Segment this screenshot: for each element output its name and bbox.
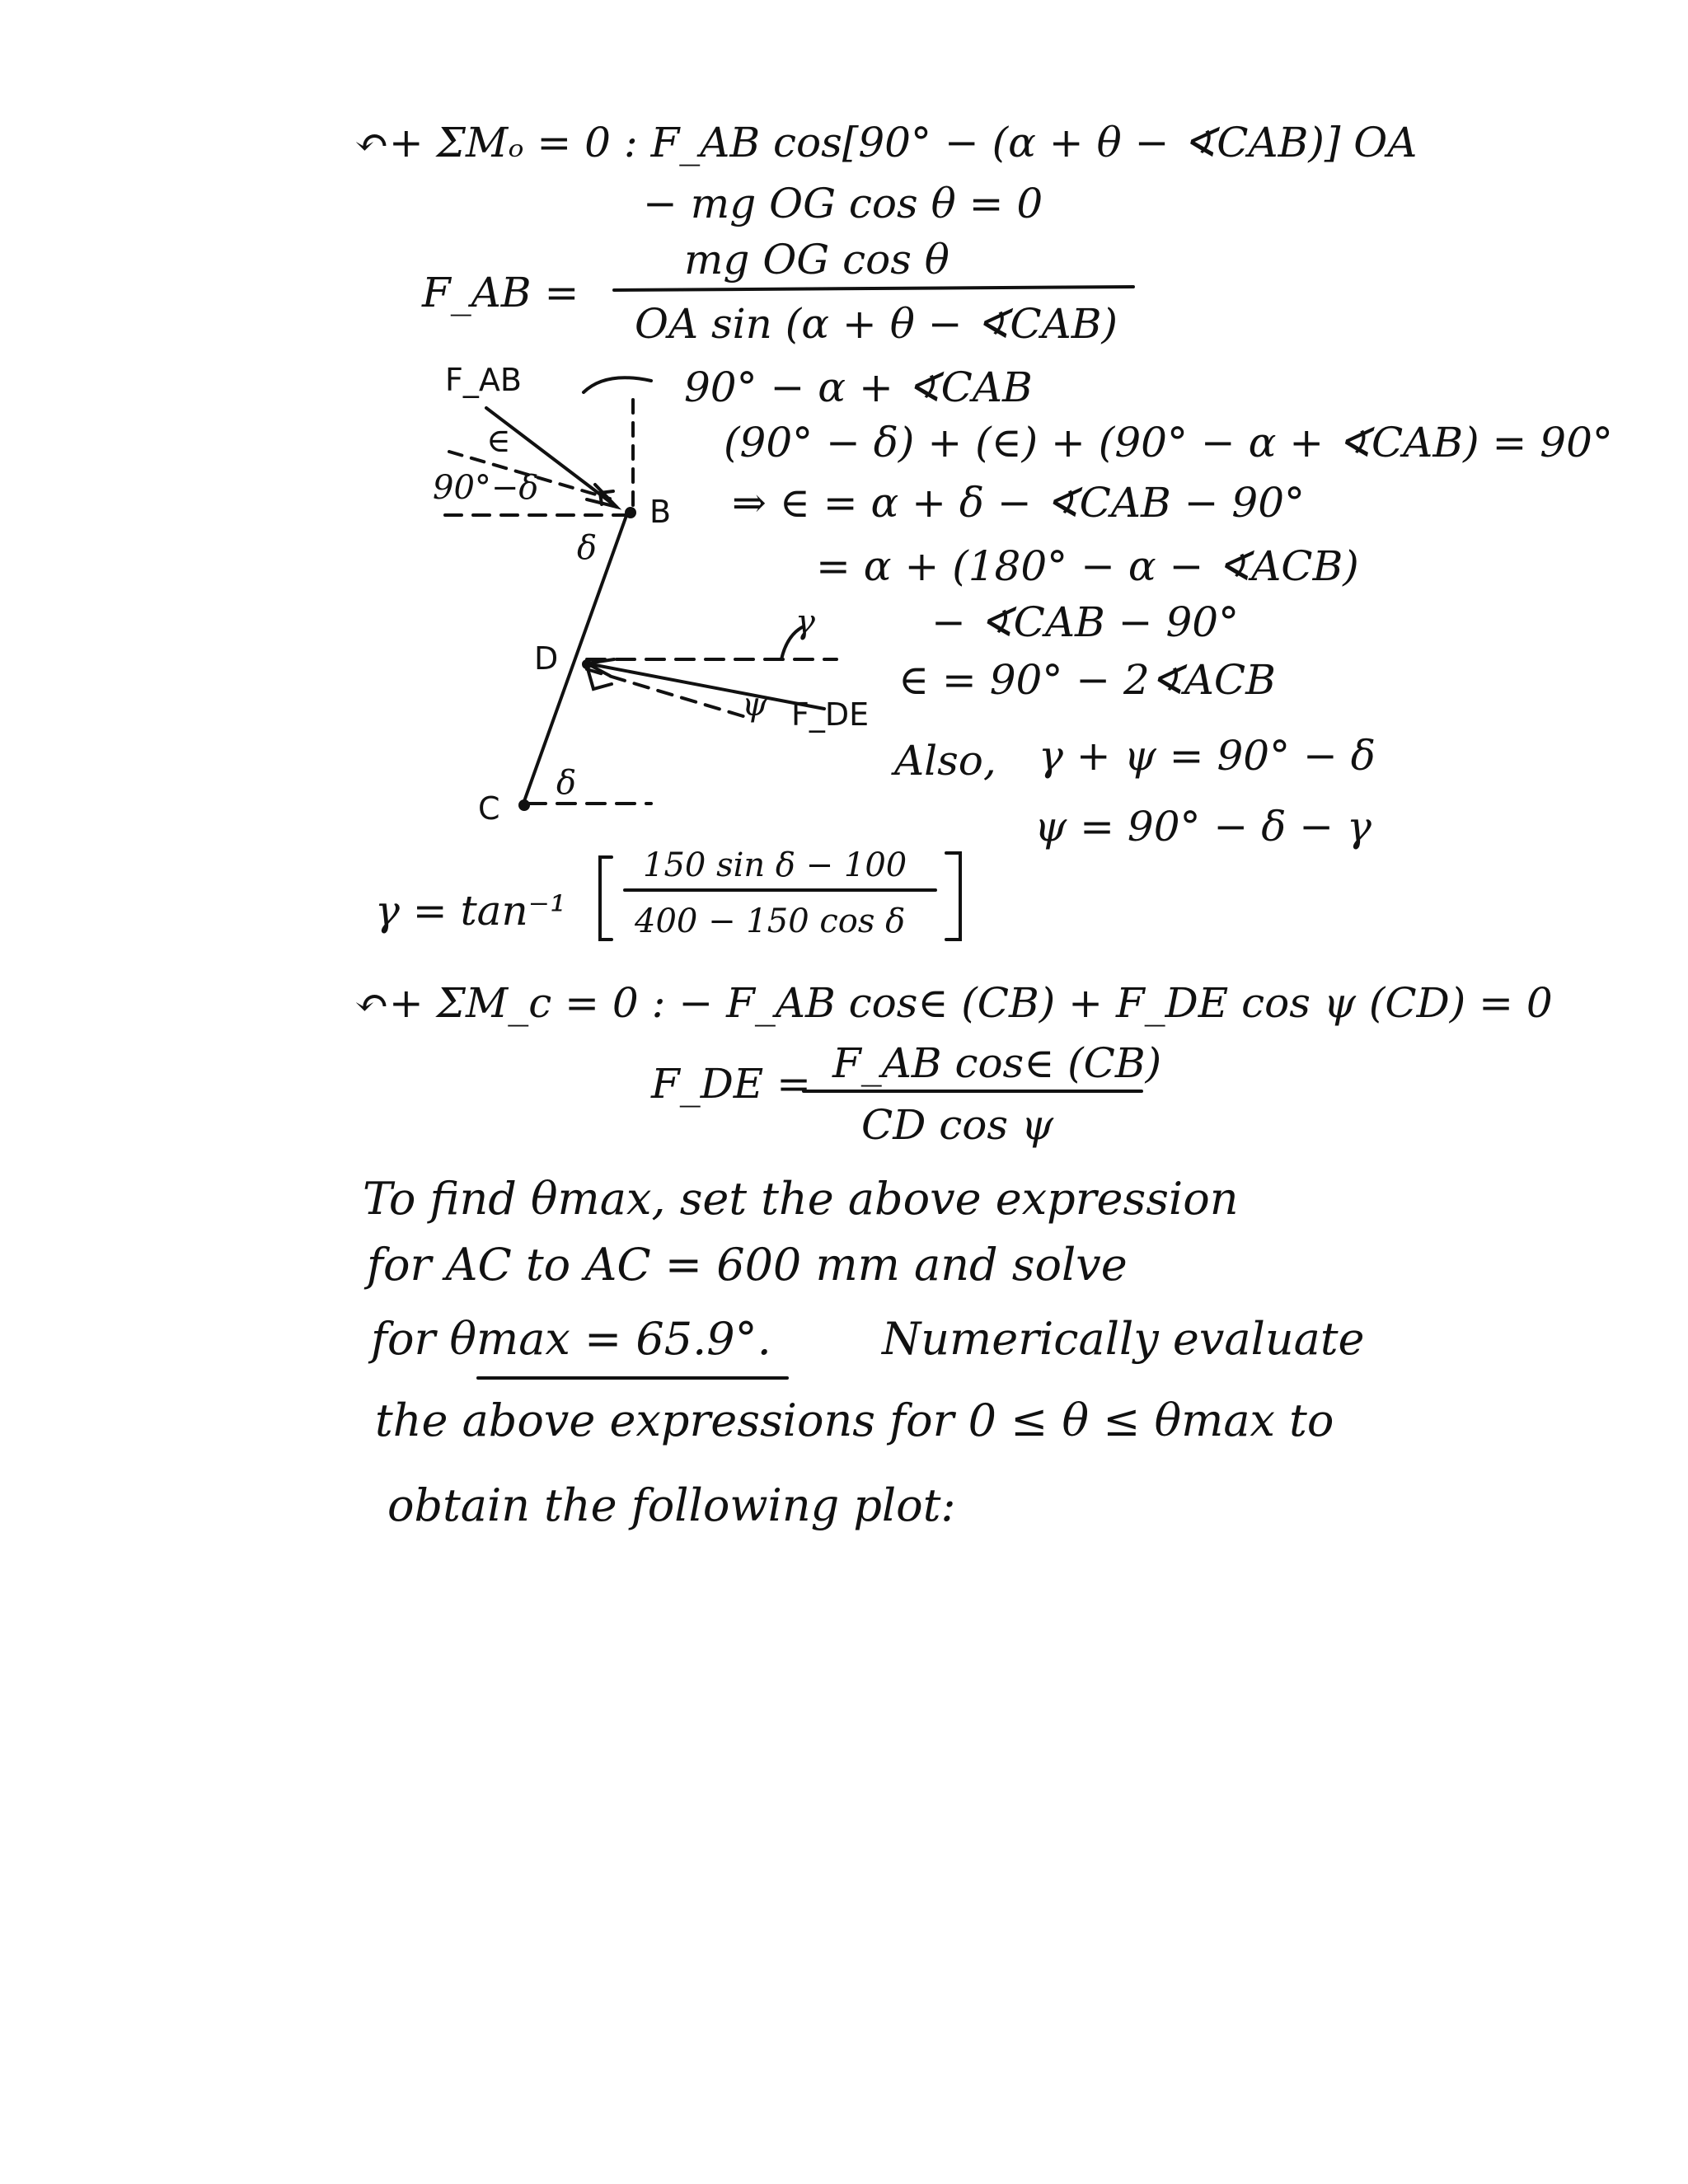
prose-line5: obtain the following plot: (387, 1479, 956, 1531)
pin-c (520, 801, 528, 809)
fde-lhs: F_DE = (651, 1060, 812, 1108)
fab-arrow-shaft (486, 408, 617, 507)
diagram-label-delta-b: δ (577, 529, 598, 567)
angle-also-label: Also, (894, 737, 996, 785)
angle-line4: = α + (180° − α − ∢ACB) (816, 542, 1359, 590)
angle-line1: 90° − α + ∢CAB (684, 363, 1033, 411)
prose-line3b: Numerically evaluate (882, 1313, 1365, 1365)
diagram-label-psi: ψ (742, 686, 768, 724)
fab-numerator: mg OG cos θ (684, 236, 950, 284)
diagram-label-delta-c: δ (556, 764, 577, 802)
pin-d (584, 661, 590, 668)
diagram-label-b: B (649, 494, 672, 530)
perpendicular-ref-d (587, 669, 746, 717)
diagram-label-d: D (534, 640, 559, 677)
diagram-label-c: C (478, 790, 500, 827)
fab-lhs: F_AB = (422, 269, 579, 316)
moment-o-line2: − mg OG cos θ = 0 (643, 180, 1043, 227)
angle-line6: ∈ = 90° − 2∢ACB (898, 656, 1276, 704)
angle-line5: − ∢CAB − 90° (931, 598, 1240, 646)
angle-line7: γ + ψ = 90° − δ (1039, 732, 1376, 780)
angle-line8: ψ = 90° − δ − γ (1034, 803, 1372, 851)
gamma-left-bracket (600, 857, 612, 940)
gamma-numerator: 150 sin δ − 100 (643, 846, 907, 884)
diagram-label-gamma: γ (795, 603, 815, 641)
moment-o-line1: ↶+ ΣMₒ = 0 : F_AB cos[90° − (α + θ − ∢CAB)] OA (354, 119, 1418, 166)
angle-line3: ⇒ ∈ = α + δ − ∢CAB − 90° (732, 479, 1306, 527)
angle-arc-top (584, 377, 651, 392)
diagram-label-90-delta: 90°−δ (433, 469, 539, 507)
pin-b (626, 509, 635, 517)
perpendicular-ref-b (449, 452, 610, 499)
fde-numerator: F_AB cos∈ (CB) (832, 1039, 1162, 1087)
fde-arrow-shaft (587, 663, 824, 709)
gamma-right-bracket (946, 853, 960, 940)
fde-denominator: CD cos ψ (861, 1101, 1054, 1149)
prose-line4: the above expressions for 0 ≤ θ ≤ θmax to (375, 1394, 1334, 1446)
link-cb (523, 511, 628, 804)
diagram-label-epsilon: ∈ (486, 422, 511, 460)
prose-line3a: for θmax = 65.9°. (371, 1313, 771, 1365)
gamma-arc (781, 626, 804, 659)
gamma-lhs: γ = tan⁻¹ (375, 887, 567, 935)
prose-line1: To find θmax, set the above expression (363, 1173, 1239, 1225)
diagram-label-fde: F_DE (791, 696, 870, 733)
prose-line2: for AC to AC = 600 mm and solve (367, 1239, 1128, 1291)
gamma-denominator: 400 − 150 cos δ (635, 902, 906, 940)
angle-line2: (90° − δ) + (∈) + (90° − α + ∢CAB) = 90° (724, 419, 1613, 466)
diagram-label-fab: F_AB (445, 362, 522, 398)
moment-c-line1: ↶+ ΣM_c = 0 : − F_AB cos∈ (CB) + F_DE cos ψ (CD) = 0 (354, 979, 1553, 1027)
fab-fraction-bar (614, 287, 1133, 290)
fab-denominator: OA sin (α + θ − ∢CAB) (635, 300, 1118, 348)
